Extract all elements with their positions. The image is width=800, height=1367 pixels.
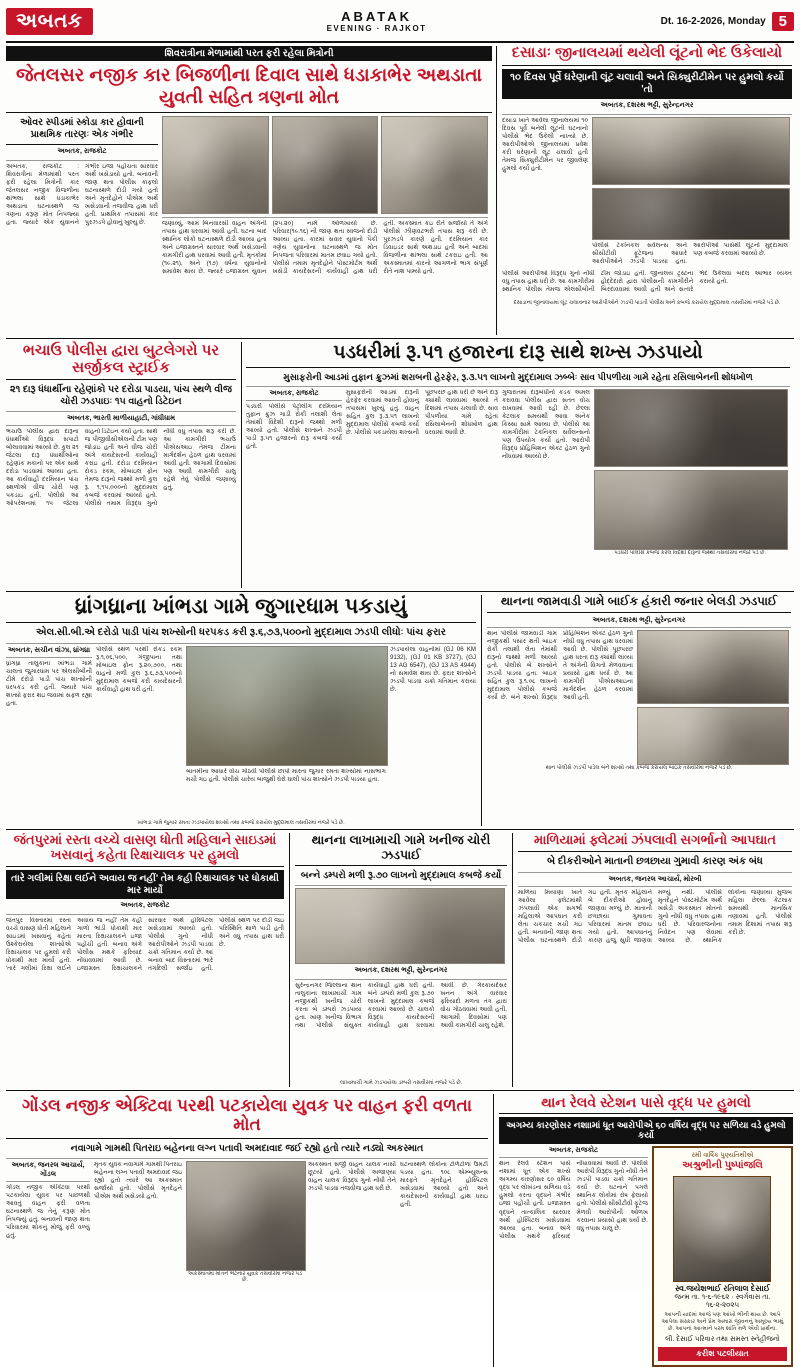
than-jamvadi-body-3: પોલીસે પૂછપરછ હાથ ધરતા દારૂ ક્યાંથી લાવ્યા તે અંગેની વિગતો મેળવવાના પ્રયાસો હાથ ધર્યા છે. આ કામગીરી પીએસઆઇના માર્ગદર્શન હેઠળ કરવામાં આવી હતી.	[563, 646, 633, 702]
dhrangadhra-body-3: બાતમીના આધારે વોચ ગોઠવી પોલીસે છાપો મારતા જુગાર રમતા શખ્સોમાં નાસભાગ મચી ગઇ હતી. પોલીસે ચારેય બાજુથી ઘેરો ઘાલી પાંચ શખ્સોને ઝડપી પાડયા હતા.	[186, 767, 386, 783]
padadhari-headline: પડધરીમાં રૂ.૫૧ હજારના દારૂ સાથે શખ્સ ઝડપાયો	[333, 341, 703, 363]
bhachau-body-2: પોલીસે આ ઓપરેશનમાં ૧૫ જેટલા વાહનો ડિટેઇન કર્યા હતા. સાથે જ પીજીવીસીએલની ટીમ પણ જોડાઇ હતી અને વીજ ચોરી અંગે કાયદેસરની કાર્યવાહી કરાઇ હતી.	[6, 428, 158, 508]
paper-name: ABATAK	[341, 9, 413, 24]
obit-body: આપની યાદમાં આજે પણ આંખો ભીની થાય છે. આપે આપેલા સંસ્કાર અને પ્રેમ અમારા જીવનનું અમૂલ્ય ભાથું છે. આપના આત્માને પરમ શાંતિ મળે એવી પ્રાર્થના.	[661, 1311, 784, 1333]
page-number: 5	[772, 12, 794, 31]
dasada-strap: ૧૦ દિવસ પૂર્વે ઘરેણાની લૂંટ ચલાવી અને સિક્યુરીટીમેન પર હુમલો કર્યો 'તો	[502, 69, 792, 99]
dhrangadhra-headline: ધ્રાંગધ્રાના ખાંભડા ગામે જુગારધામ પકડાયું	[74, 595, 408, 619]
padadhari-byline: અબતક, રાજકોટ	[269, 389, 319, 397]
mid-section	[6, 338, 794, 588]
dasada-body-2: પોલીસે ટેકનિકલ સર્વેલન્સ અને સીસીટીવી ફૂટેજના આધારે આરોપીઓને ઝડપી પાડયા હતા. આરોપીઓ પાસેથી લૂંટનો મુદ્દામાલ પણ કબજે કરવામાં આવ્યો છે.	[592, 242, 788, 266]
obit-footer: કરીશ પટલીયાત	[658, 1347, 787, 1361]
dasada-story	[496, 46, 792, 335]
padadhari-photo-1	[594, 389, 788, 467]
padadhari-caption: પડધરી પોલીસે કબજે કરેલ વિદેશી દારૂનો જથ્થો તસવીરમાં નજરે પડે છે.	[614, 549, 766, 556]
gondal-body-3: અકસ્માત સર્જી વાહન ચાલક નાસી છૂટયો હતો. પોલીસે અજાણ્યા વાહન ચાલક વિરૂદ્ધ ગુનો નોંધી તેને ઝડપી પાડવા તજવીજ હાથ ધરી છે.	[308, 1160, 396, 1192]
dhrangadhra-story	[6, 595, 476, 826]
dhrangadhra-body-4: ઝડપાયેલા વાહનોમાં (GJ 06 KM 9132), (GJ 01 KB 3727), (GJ 13 AG 6547), (GJ 13 AS 4944) નો સમાવેશ થાય છે. ફરાર શખ્સોને ઝડપી પાડવા ચક્રો ગતિમાન કરાયા છે.	[390, 645, 476, 693]
obit-photo	[673, 1176, 771, 1282]
masthead-center	[93, 9, 661, 33]
than-jamvadi-caption: થાન પોલીસે ઝડપી પાડેલ બંને શખ્સો તથા કબજે કરાયેલ બાઇક તસવીરમાં નજરે પડે છે.	[545, 765, 733, 771]
lakhamachi-body-1: સુરેન્દ્રનગર જિલ્લાના થાન તાલુકાના લાખામાચી ગામ નજીકથી ખનીજ ચોરી કરતા બે ડમ્પરો ઝડપાયા હતા. ખાણ ખનીજ વિભાગ તથા પોલીસે સંયુક્ત કાર્યવાહી હાથ ધરી હતી.	[295, 982, 435, 1030]
dasada-headline: દસાડાઃ જીનાલયમાં થયેલી લૂંટનો ભેદ ઉકેલાયો	[511, 45, 783, 61]
gondal-body-1: ગોંડલ નજીક એક્ટિવા પરથી પટકાયેલા યુવક પર પાછળથી આવતું વાહન ફરી વળતા ઘટનાસ્થળે જ તેનું કરૂણ મોત નિપજ્યું હતું. બનાવની જાણ થતા પરિવારમાં શોકનું મોજું ફરી વળ્યું હતું.	[6, 1183, 90, 1239]
obit-title: અશ્રુભીની પુષ્પાંજલિ	[682, 1160, 763, 1172]
bhachau-story	[6, 342, 242, 588]
jantpur-strap: તારે ગલીમાં રિક્ષા લઈને અવાય જ નહીં' તેમ કહી રિક્ષાચાલક પર ધોકાથી માર માર્યો	[6, 870, 284, 899]
gondal-headline: ગોંડલ નજીક એક્ટિવા પરથી પટકાયેલા યુવક પર વાહન ફરી વળતા મોત	[22, 1095, 472, 1135]
gondal-byline: અબતક, જનરલ આચાર્ય, ગોંડલ	[11, 1161, 85, 1178]
maliya-headline: માળિયામાં ફ્લેટમાં ઝંપલાવી સગર્ભાનો આપઘાત	[534, 832, 776, 848]
bhachau-byline: અબતક, ભારતી માળીયાહાટી, ગાંધીધામ	[66, 415, 176, 423]
bhachau-body-4: આ કામગીરી ભચાઉ પીએસઆઇ તેમજ ટીમના માર્ગદર્શન હેઠળ હાથ ધરવામાં આવી હતી. આગામી દિવસોમાં પણ આવી કામગીરી ચાલુ રહેશે તેવું પોલીસે જણાવ્યું હતું.	[163, 436, 236, 492]
fourth-section	[6, 829, 794, 1086]
maliya-body-4: સ્થાનિક લોકોના જણાવ્યા મુજબ મહિલા છેલ્લા કેટલાક સમયથી માનસિક તણાવમાં હતી. પોલીસે તમામ દિશામાં તપાસ શરૂ કરી છે.	[702, 888, 792, 945]
lead-strap: શિવરાત્રીના મેળામાંથી પરત ફરી રહેલા મિત્રોની	[6, 46, 492, 61]
lakhamachi-headline: થાનના લાખામાચી ગામે ખનીજ ચોરી ઝડપાઈ	[311, 833, 491, 862]
top-section	[6, 46, 794, 335]
than-railway-strap: અગમ્ય કારણોસર નશાામાં ધૂત આરોપીએ ૬૦ વર્ષિય વૃદ્ધ પર સળિયા વડે હુમલો કર્યો	[499, 1117, 793, 1145]
dhrangadhra-caption: ખાંભડા ગામે જુગાર રમતા ઝડપાયેલા શખ્સો તથા કબજે કરાયેલ મુદ્દામાલ તસવીરમાં નજરે પડે છે.	[137, 819, 345, 826]
jantpur-body-4: આ બનાવ બાદ વિસ્તારમાં ભારે તંગદિલી સર્જાઇ હતી. પોલીસે સ્થળ પર દોડી જઇ પરિસ્થિતિ થાળે પાડી હતી અને વધુ તપાસ હાથ ધરી છે.	[148, 917, 284, 973]
fifth-section	[6, 1090, 794, 1367]
than-jamvadi-photo-1	[637, 630, 789, 704]
newspaper-logo: અબતક	[6, 8, 93, 35]
than-jamvadi-body-1: થાન પોલીસે જામવાડી ગામ નજીકથી પસાર થતી બાઇક રોકી તલાશી લેતા તેમાંથી દારૂનો જથ્થો મળી આવ્યો હતો. પોલીસે બે શખ્સોને ઝડપી પાડયા હતા.	[487, 630, 557, 678]
padadhari-strap: મુસાફરોની આડમાં તુફાન ક્રુઝમાં શરાબની હેરફેર, રૂ.૩.૫૧ લાખનો મુદ્દામાલ ઝબ્બેઃ સાવ પીપળીયા ગામે રહેતા રસિલાબેનની શોધખોળ	[283, 371, 753, 382]
dasada-byline: અબતક, દશરથ ભટ્ટી, સુરેન્દ્રનગર	[600, 101, 694, 109]
edition-label: EVENING · RAJKOT	[326, 24, 427, 33]
bhachau-headline: ભચાઉ પોલીસ દ્વારા બુટલેગરો પર સર્જીકલ સ્ટ્રાઈક	[22, 341, 220, 377]
bhachau-body-3: દરોડા દરમિયાન રોકડ રકમ, મોબાઇલ ફોન તેમજ દારૂનો જથ્થો મળી કુલ રૂ. ૧,૧૫,૦૦૦નો મુદ્દામાલ કબજે કરવામાં આવ્યો હતો. પોલીસે તમામ વિરૂદ્ધ ગુનો નોંધી વધુ તપાસ શરૂ કરી છે.	[84, 428, 236, 508]
than-jamvadi-story	[481, 595, 791, 826]
lakhamachi-photo	[295, 888, 505, 964]
gondal-story	[6, 1094, 488, 1367]
padadhari-body-5: પોલીસે આ કામગીરીમાં ટેકનિકલ સર્વેલન્સનો પણ ઉપયોગ કર્યો હતો. આરોપી વિરૂદ્ધ પ્રોહિબિશન એક્ટ હેઠળ ગુનો નોંધવામાં આવ્યો છે.	[502, 420, 590, 461]
padadhari-body-3: પોલીસે પકડાયેલા શખ્સની પૂછપરછ હાથ ધરી છે અને દારૂ ક્યાંથી લાવવામાં આવ્યો તે દિશામાં તપાસ ચલાવી છે. સાવ પીપળીયા ગામે રહેતા રસિલાબેનની શોધખોળ હાથ ધરવામાં આવી છે.	[354, 388, 498, 437]
than-railway-body-3: પોલીસે આરોપી વિરૂદ્ધ ગુનો નોંધી તેને ઝડપી પાડવા ચક્રો ગતિમાન કર્યા છે. ઘટનાને પગલે સ્થાનિક લોકોમાં રોષ ફેલાયો હતો.	[576, 1160, 648, 1208]
maliya-byline: અબતક, જનરલ આચાર્ય, મોરબી	[608, 875, 702, 883]
than-railway-body-1: થાન રેલવે સ્ટેશન પાસે નશામાં ધૂત એક શખ્સે અગમ્ય કારણોસર ૬૦ વર્ષિય વૃદ્ધ પર લોખંડના સળિયા વડે હુમલો કરતા વૃદ્ધને ગંભીર ઇજા પહોંચી હતી.	[499, 1160, 571, 1208]
jantpur-story	[6, 833, 284, 1086]
jantpur-headline: જંતપુરમાં રસ્તા વચ્ચે વાસણ ધોતી મહિલાને સાઇડમાં ખસવાનું કહેતા રિક્ષાચાલક પર હુમલો	[13, 832, 277, 863]
dhrangadhra-body-2: પોલીસે સ્થળ પરથી રોકડ રકમ રૂ.૧,૦૬,૫૦૦, ગંજીપાના તથા મોબાઇલ ફોન રૂ.૨૦,૭૦૦, તથા વાહનો મળી કુલ રૂ.૬,૭૩,૫૦૦નો મુદ્દામાલ કબજે કરી કાયદેસરની કાર્યવાહી હાથ ધરી હતી.	[96, 645, 182, 693]
jantpur-body-3: ઇજાગ્રસ્ત રિક્ષાચાલકને સારવાર અર્થે હોસ્પિટલ ખસેડવામાં આવ્યો હતો. પોલીસે ગુનો નોંધી આરોપીઓને ઝડપી પાડવા ચક્રો ગતિમાન કર્યા છે.	[77, 917, 213, 973]
lead-body-2: જણાવ્યું, આમ બિનવારસી વાહન અંગેની તપાસ હાથ ધરવામાં આવી હતી. ઘટના બાદ સ્થાનિક લોકો ઘટનાસ્થળે દોડી આવ્યા હતા અને ઇજાગ્રસ્તને સારવાર અર્થે ખસેડવાની કામગીરી હાથ ધરવામાં આવી હતી. મૃતકોમાં (૧૯.૨૧), અને (૧૭) વર્ષના યુવાનોનો સમાવેશ થાય છે. જ્યારે ઇજાગ્રસ્ત યુવાન (૨૫.૨૦) નામે ઓળખાયો છે. પરિવાર(૧૯.૧૬) ની જાણ થતા સ્વજનો દોડી આવ્યા હતા.	[162, 219, 378, 276]
maliya-body-3: પોલીસે મૃતદેહને પોસ્ટમોર્ટમ અર્થે ખસેડી અકસ્માત મોતનો ગુનો નોંધી વધુ તપાસ હાથ ધરી છે. પરિવારજનોના નિવેદન પણ લેવામાં આવ્યા છે.	[658, 888, 722, 945]
than-railway-headline: થાન રેલવે સ્ટેશન પાસે વૃદ્ધ પર હુમલો	[541, 1093, 751, 1110]
padadhari-body-1: પડધરી પોલીસે પેટ્રોલીંગ દરમિયાન તુફાન ક્રુઝ ગાડી રોકી તલાશી લેતા તેમાંથી વિદેશી દારૂનો જથ્થો મળી આવ્યો હતો. પોલીસે શખ્સને ઝડપી પાડી રૂ.૫૧ હજારનો દારૂ કબજે કર્યો હતો.	[246, 402, 342, 451]
lead-photo-3	[381, 116, 488, 214]
dasada-body-3: પોલીસે આરોપીઓ વિરૂદ્ધ ગુનો નોંધી વધુ તપાસ હાથ ધરી છે. આ કામગીરીમાં સ્થાનિક પોલીસ તેમજ એલસીબીની ટીમ જોડાઇ હતી.	[502, 270, 647, 294]
gondal-body-2: મૃતક યુવક નવાગામે ગામથી પિતરાઇ બહેનના લગ્ન પતાવી અમદાવાદ જઇ રહ્યો હતો ત્યારે આ અકસ્માત સર્જાયો હતો. પોલીસે મૃતદેહને પીએમ અર્થે ખસેડયો હતો.	[94, 1160, 182, 1200]
gondal-caption: અકસ્માતમાં મોતને ભેટનાર યુવક તસવીરમાં નજરે પડે છે.	[188, 1270, 302, 1283]
dasada-photo-2	[592, 188, 790, 240]
jantpur-body-2: 'તારે ગલીમાં રિક્ષા લઈને અવાય જ નહીં' તેમ કહી ગાળો ભાંડી ધોકાથી માર મારતા રિક્ષાચાલકને ઇજા પહોંચી હતી. બનાવ અંગે પોલીસ મથકે ફરિયાદ નોંધાવવામાં આવી છે.	[6, 917, 142, 973]
dhrangadhra-body-1: ધ્રાંગધ્રા તાલુકાના ખાંભડા ગામે ચાલતા જુગારધામ પર એલસીબીની ટીમે દરોડો પાડી પાંચ શખ્સોની ધરપકડ કરી હતી. જ્યારે પાંચ શખ્સો ફરાર થઇ જવામાં સફળ રહ્યા હતા.	[6, 659, 92, 707]
padadhari-photo-2	[594, 470, 788, 550]
dasada-photo-1	[592, 117, 790, 185]
than-jamvadi-body-2: બાઇક સહિત કુલ રૂ.૧.૦૮ લાખનો મુદ્દામાલ પોલીસે કબજે કર્યો છે. બંને શખ્સો વિરૂદ્ધ પ્રોહિબિશન એક્ટ હેઠળ ગુનો નોંધી વધુ તપાસ હાથ ધરવામાં આવી છે.	[487, 630, 633, 702]
lead-subhead: ઓવર સ્પીડમાં સ્કોડા કાર હોવાની પ્રાથમિક તારણઃ એક ગંભીર	[6, 116, 158, 145]
lead-photo-2	[272, 116, 379, 214]
gondal-subhead: નવાગામે ગામથી પિતરાઇ બહેનના લગ્ન પતાવી અમદાવાદ જઈ રહ્યો હતો ત્યારે નડ્યો અકસ્માત	[70, 1142, 424, 1154]
bhachau-subhead: ૨૧ દારૂ ધંધાર્થીના રહેણાંકો પર દરોડા પાડયા, પાંચ સ્થળે વીજ ચોરી ઝડપાઇઃ ૧૫ વાહનો ડિટેઇન	[10, 384, 232, 408]
lead-story	[6, 46, 492, 335]
than-railway-body-2: ઇજાગ્રસ્ત વૃદ્ધને તાત્કાલિક સારવાર અર્થે હોસ્પિટલ ખસેડવામાં આવ્યા હતા. બનાવ અંગે પોલીસ મથકે ફરિયાદ નોંધાવવામાં આવી છે.	[499, 1160, 629, 1240]
padadhari-story	[246, 342, 790, 588]
dhrangadhra-subhead: એલ.સી.બી.એ દરોડો પાડી પાંચ શખ્સોની ધરપકડ કરી રૂ.૬,૭૩,૫૦૦નો મુદ્દામાલ ઝડપી લીધોઃ પાંચ ફરાર	[36, 627, 446, 639]
gondal-photo	[186, 1161, 306, 1271]
dasada-body-4: જીનાલય ટ્રસ્ટના હોદ્દેદારો દ્વારા પોલીસની કામગીરીને બિરદાવવામાં આવી હતી અને સત્વરે ભેદ ઉકેલવા બદલ આભાર વ્યક્ત કરાયો હતો.	[600, 270, 792, 294]
lead-byline: અબતક, રાજકોટ	[57, 147, 107, 155]
bhachau-body-1: ભચાઉ પોલીસ દ્વારા દારૂના ધંધાર્થીઓ વિરૂદ્ધ સપાટો બોલાવવામાં આવ્યો છે. કુલ ૨૧ જેટલા દારૂ ધંધાર્થીઓના રહેણાંક મકાનો પર એક સાથે દરોડા પાડવામાં આવ્યા હતા. આ કાર્યવાહી દરમિયાન પાંચ સ્થળોએ વીજ ચોરી પણ પકડાઇ હતી.	[6, 428, 79, 500]
than-railway-column	[493, 1094, 793, 1367]
lakhamachi-byline: અબતક, દશરથ ભટ્ટી, સુરેન્દ્રનગર	[354, 966, 448, 974]
than-jamvadi-photo-2	[637, 707, 789, 765]
maliya-subhead: બે દીકરીઓને માતાની છત્રછાયા ગુમાવી કારણ અંક બંધ	[547, 856, 763, 868]
date-line: Dt. 16-2-2026, Monday	[660, 15, 766, 27]
obituary-ad	[652, 1146, 793, 1366]
lead-photo-1	[162, 116, 269, 214]
lakhamachi-caption: લાખામાચી ગામે ઝડપાયેલા ડમ્પરો તસવીરમાં નજરે પડે છે.	[339, 1080, 463, 1087]
maliya-body-2: મૃતક મહિલાને બે દીકરીઓ હોવાનું જાણવા મળ્યું છે. માતાની છત્રછાયા ગુમાવતા પરિવારમાં માતમ છવાઇ ગયો હતો. આપઘાતનું કારણ હજુ સુધી જાણવા મળ્યું નથી.	[588, 888, 695, 945]
jantpur-byline: અબતક, રાજકોટ	[120, 901, 170, 909]
masthead-right	[661, 12, 794, 31]
lead-headline: જેતલસર નજીક કાર બિજળીના દિવાલ સાથે ધડાકાભેર અથડાતા યુવતી સહિત ત્રણના મોત	[15, 64, 482, 107]
dasada-body-1: દસાડા ખાતે આવેલા જીનાલયમાં ૧૦ દિવસ પૂર્વે બનેલી લૂંટની ઘટનાનો પોલીસે ભેદ ઉકેલી નાખ્યો છે. આરોપીઓએ જીનાલયમાં પ્રવેશ કરી ઘરેણાની લૂંટ ચલાવી હતી તેમજ સિક્યુરીટીમેન પર જીવલેણ હુમલો કર્યો હતો.	[502, 117, 588, 173]
obit-ribbon: રમી વાર્ષિક પુણ્યતિથીએ	[691, 1152, 754, 1160]
masthead	[6, 4, 794, 43]
lakhamachi-subhead: બન્ને ડમ્પરો મળી રૂ.૭૦ લાખનો મુદ્દામાલ કબજે કર્યો	[300, 870, 502, 882]
obit-signoff: લી. દેસાઈ પરિવાર તથા સમસ્ત સ્નેહીજનો	[665, 1335, 780, 1343]
obit-dates: જન્મ તા. ૧-૬-૧૯૬૨ · સ્વર્ગવાસ તા. ૧૬-૨-૨૦૨૫	[674, 1293, 771, 1309]
lead-body-1: અબતક, રાજકોટ : શિવરાત્રીના મેળામાંથી પરત ફરી રહેલા મિત્રોની કાર જેતલસર નજીક વિજળીના થાંભલા સાથે ધડાકાભેર અથડાતા ઘટનાસ્થળે જ ત્રણના કરૂણ મોત નિપજ્યા હતા. જ્યારે એક યુવાનને ગંભીર ઇજા પહોંચતા સારવાર અર્થે ખસેડાયો હતો. બનાવની જાણ થતા પોલીસ કાફલો ઘટનાસ્થળે દોડી ગયો હતો અને મૃતદેહોને પીએમ અર્થે ખસેડવાની તજવીજ હાથ ધરી હતી. પ્રાથમિક તપાસમાં કાર પુરઝડપે હોવાનું ખુલ્યુ છે.	[6, 162, 158, 226]
lakhamachi-body-2: બંને ડમ્પરો મળી કુલ રૂ.૭૦ લાખનો મુદ્દામાલ કબજે કરવામાં આવ્યો છે. ચાલકો વિરૂદ્ધ કાયદેસરની કાર્યવાહી હાથ ધરવામાં આવી છે.	[367, 982, 469, 1030]
lakhamachi-body-3: ગેરકાયદેસર ખનન અંગે વારંવાર ફરિયાદો મળતા તંત્ર દ્વારા વોચ ગોઠવવામાં આવી હતી. આગામી દિવસોમાં પણ આવી કામગીરી ચાલુ રહેશે.	[440, 982, 507, 1030]
maliya-story	[512, 833, 792, 1086]
padadhari-body-4: ગુજરાતમાં દારૂબંધીનો કડક અમલ કરાવવા પોલીસ દ્વારા સતત વોચ રાખવામાં આવી રહી છે. છેલ્લા કેટલાક સમયથી આવા અનેક કિસ્સા સામે આવ્યા છે.	[502, 388, 590, 428]
dasada-caption: દસાડાના જીનાલયમાં લૂંટ ચલાવનાર આરોપીઓને ઝડપી પાડતી પોલીસ અને કબજે કરાયેલ મુદ્દામાલ તસવીરમાં નજરે પડે છે.	[513, 300, 781, 307]
lead-body-4: પુરઝડપે કારણે હતી. દરમિયાન કાર ડિવાઇડર સાથે અથડાઇ હતી અને બાદમાં વિજળીના થાંભલા સાથે ટકરાઇ હતી. આ અકસ્માતમાં કારનો આગળનો ભાગ સંપૂર્ણ રીતે નાશ પામ્યો હતો.	[383, 235, 488, 276]
lead-body-3: કારમાં સવાર યુવાનો પૈકી ત્રણેય યુવાનોના ઘટનાસ્થળે જ મોત નિપજતા પરિવારમાં માતમ છવાઇ ગયો હતો. પોલીસે તમામ મૃતદેહોને પોસ્ટમોર્ટમ અર્થે ખસેડી કાયદેસરની કાર્યવાહી હાથ ધરી હતી. અકસ્માત કઇ રીતે સર્જાયો તે અંગે પોલીસે ઝીણવટભરી તપાસ શરૂ કરી છે.	[272, 219, 488, 276]
obit-name: સ્વ.જયેશભાઈ રતિલાલ દેસાઈ	[675, 1283, 770, 1293]
than-railway-byline: અબતક, રાજકોટ	[548, 1147, 599, 1155]
gondal-body-4: ઘટનાસ્થળે લોકોના ટોળેટોળા ઉમટી પડયા હતા. ૧૦૮ એમ્બ્યુલન્સ મારફતે મૃતદેહને હોસ્પિટલ ખસેડવામાં આવ્યો હતો અને કાયદેસરની કાર્યવાહી હાથ ધરાઇ હતી.	[400, 1160, 488, 1208]
dhrangadhra-photo	[186, 646, 388, 766]
maliya-body-1: માળિયા મિયાણા ખાતે આવેલા ફ્લેટમાંથી ઝંપલાવી એક સગર્ભા મહિલાએ આપઘાત કરી લેતા ચકચાર મચી ગઇ હતી. બનાવની જાણ થતા પોલીસ ઘટનાસ્થળે દોડી ગઇ હતી.	[518, 888, 612, 945]
padadhari-body-2: મુસાફરોની આડમાં દારૂની હેરફેર કરવામાં આવતી હોવાનું તપાસમાં ખુલ્યું હતું. વાહન સહિત કુલ રૂ.૩.૫૧ લાખનો મુદ્દામાલ પોલીસે કબજે કર્યો છે.	[346, 388, 419, 437]
jantpur-body-1: જંતપુર વિસ્તારમાં રસ્તા વચ્ચે વાસણ ધોતી મહિલાને સાઇડમાં ખસવાનું કહેતા ઉશ્કેરાયેલા શખ્સોએ રિક્ષાચાલક પર હુમલો કરી ધોકાથી માર માર્યો હતો.	[6, 917, 71, 965]
third-section	[6, 591, 794, 826]
lakhamachi-story	[289, 833, 507, 1086]
than-jamvadi-byline: અબતક, દશરથ ભટ્ટી, સુરેન્દ્રનગર	[592, 616, 686, 624]
dhrangadhra-byline: અબતક, સચીન વાંઝા, ધ્રાંગધ્રા	[7, 646, 91, 654]
than-railway-body-4: પોલીસે સીસીટીવી ફૂટેજ મેળવી આરોપીની ઓળખ કરવાના પ્રયાસો હાથ ધર્યા છે. વધુ તપાસ ચાલુ છે.	[576, 1200, 648, 1232]
than-jamvadi-headline: થાનના જામવાડી ગામે બાઈક હંકારી જનાર બેલડી ઝડપાઈ	[500, 594, 778, 609]
